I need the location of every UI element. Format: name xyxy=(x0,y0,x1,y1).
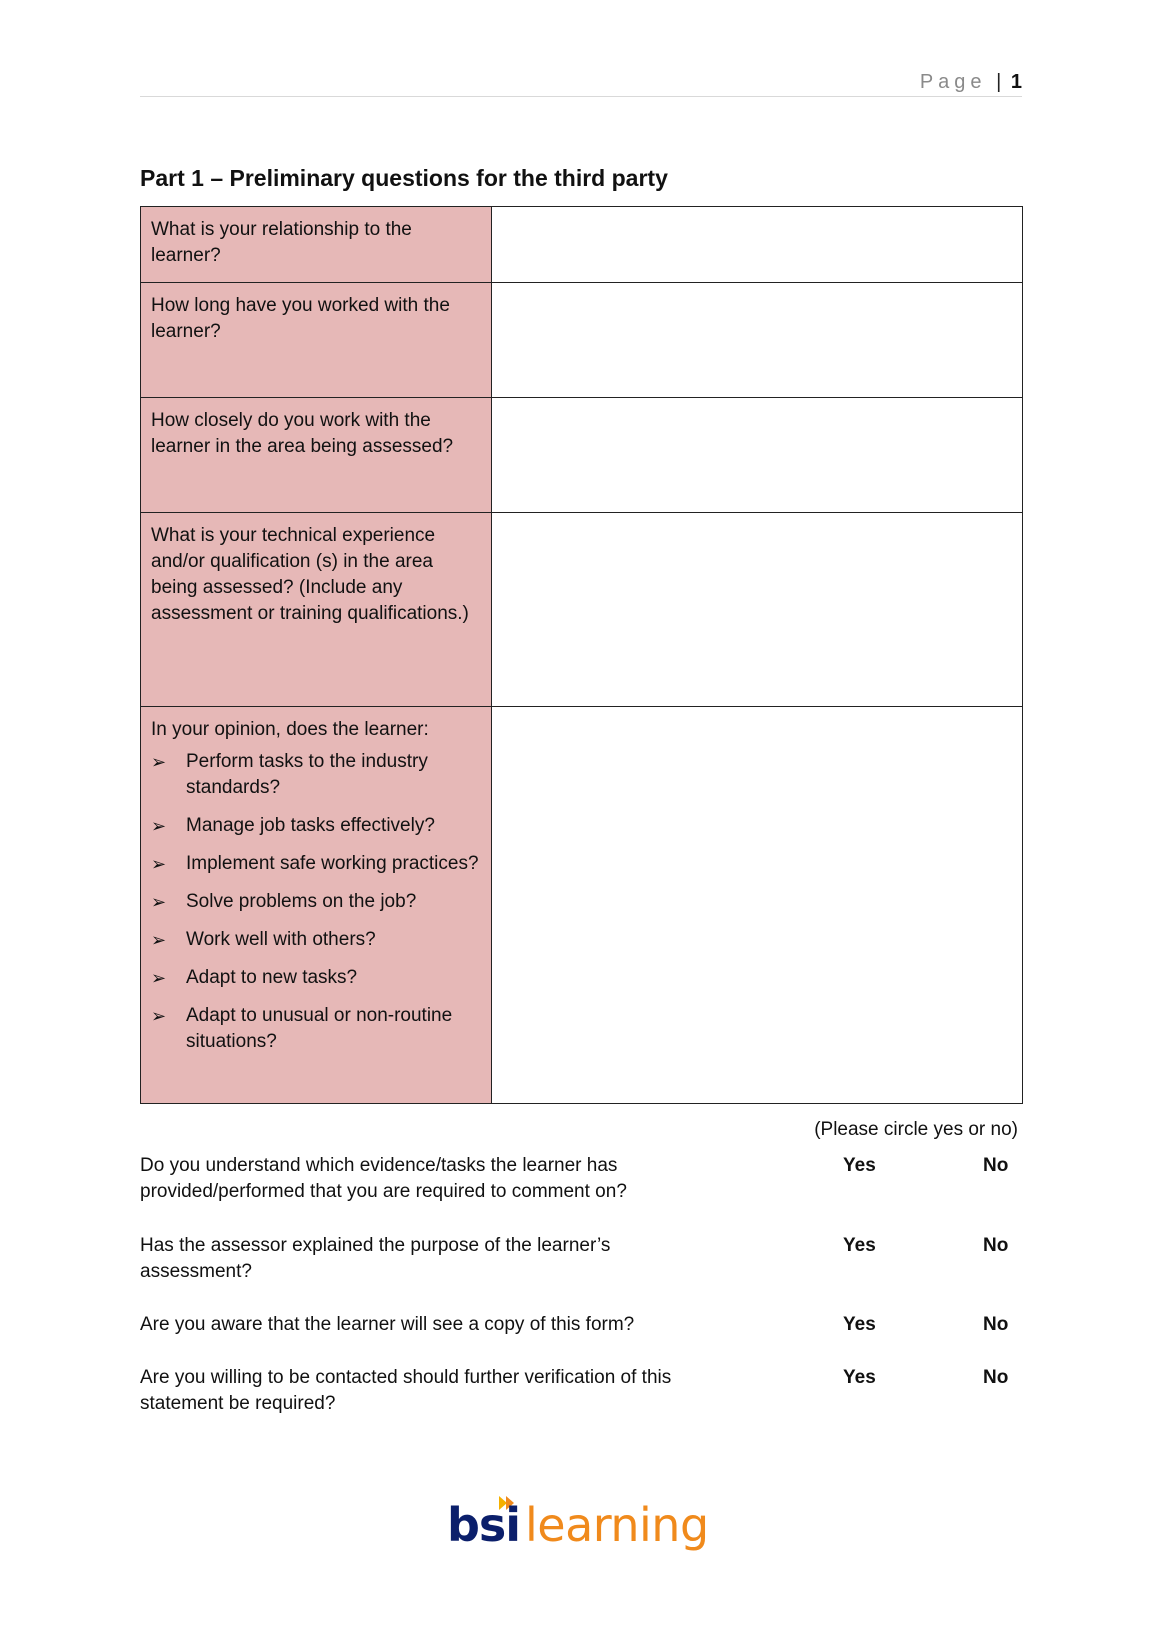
arrow-bullet-icon: ➢ xyxy=(151,854,167,874)
question-cell: What is your technical experience and/or qualification (s) in the area being assessed? (Include any assessment or training qualifications.) xyxy=(141,513,492,707)
preliminary-questions-table xyxy=(140,206,1023,1104)
yes-no-question: Are you willing to be contacted should further verification of this statement be required? xyxy=(140,1367,672,1414)
page-word: Page xyxy=(919,71,987,93)
list-item xyxy=(151,965,481,991)
opinion-cell xyxy=(141,707,492,1104)
list-item xyxy=(151,851,481,877)
page-number-label xyxy=(920,70,1022,94)
header-rule xyxy=(140,96,1022,97)
table-row xyxy=(141,513,1023,707)
logo-bsi-text: bsi xyxy=(447,1498,521,1552)
opinion-list xyxy=(151,749,481,1055)
list-item-text: Implement safe working practices? xyxy=(186,853,479,874)
yes-option[interactable]: Yes xyxy=(843,1155,876,1176)
arrow-bullet-icon: ➢ xyxy=(151,1006,167,1026)
page-number: 1 xyxy=(1010,71,1022,93)
answer-cell[interactable] xyxy=(492,207,1023,283)
no-option[interactable]: No xyxy=(983,1155,1009,1176)
yes-option[interactable]: Yes xyxy=(843,1367,876,1388)
list-item xyxy=(151,1003,481,1055)
list-item-text: Solve problems on the job? xyxy=(186,891,417,912)
list-item-text: Manage job tasks effectively? xyxy=(186,815,435,836)
question-cell: How long have you worked with the learner? xyxy=(141,283,492,398)
answer-cell[interactable] xyxy=(492,283,1023,398)
arrow-bullet-icon: ➢ xyxy=(151,816,167,836)
table-row xyxy=(141,283,1023,398)
page-title: Part 1 – Preliminary questions for the third party xyxy=(140,165,668,191)
no-option[interactable]: No xyxy=(983,1314,1009,1335)
list-item-text: Adapt to unusual or non-routine situations? xyxy=(186,1005,453,1052)
yes-no-question: Has the assessor explained the purpose of the learner’s assessment? xyxy=(140,1235,611,1282)
question-cell: What is your relationship to the learner? xyxy=(141,207,492,283)
arrow-bullet-icon: ➢ xyxy=(151,968,167,988)
no-option[interactable]: No xyxy=(983,1367,1009,1388)
arrow-bullet-icon: ➢ xyxy=(151,752,167,772)
table-row xyxy=(141,207,1023,283)
question-cell: How closely do you work with the learner in the area being assessed? xyxy=(141,398,492,513)
circle-instruction: (Please circle yes or no) xyxy=(814,1119,1018,1140)
list-item xyxy=(151,813,481,839)
list-item xyxy=(151,889,481,915)
table-row xyxy=(141,707,1023,1104)
page-separator: | xyxy=(996,71,1002,93)
yes-no-question: Are you aware that the learner will see a copy of this form? xyxy=(140,1314,635,1335)
list-item-text: Perform tasks to the industry standards? xyxy=(186,751,428,798)
no-option[interactable]: No xyxy=(983,1235,1009,1256)
logo-learning-text: learning xyxy=(525,1498,709,1552)
answer-cell[interactable] xyxy=(492,707,1023,1104)
list-item-text: Adapt to new tasks? xyxy=(186,967,358,988)
list-item-text: Work well with others? xyxy=(186,929,376,950)
list-item xyxy=(151,927,481,953)
list-item xyxy=(151,749,481,801)
answer-cell[interactable] xyxy=(492,398,1023,513)
answer-cell[interactable] xyxy=(492,513,1023,707)
yes-option[interactable]: Yes xyxy=(843,1314,876,1335)
arrow-bullet-icon: ➢ xyxy=(151,892,167,912)
arrow-bullet-icon: ➢ xyxy=(151,930,167,950)
table-row xyxy=(141,398,1023,513)
yes-option[interactable]: Yes xyxy=(843,1235,876,1256)
opinion-intro: In your opinion, does the learner: xyxy=(151,719,429,740)
yes-no-question: Do you understand which evidence/tasks the learner has provided/performed that you are required to comment on? xyxy=(140,1155,627,1202)
